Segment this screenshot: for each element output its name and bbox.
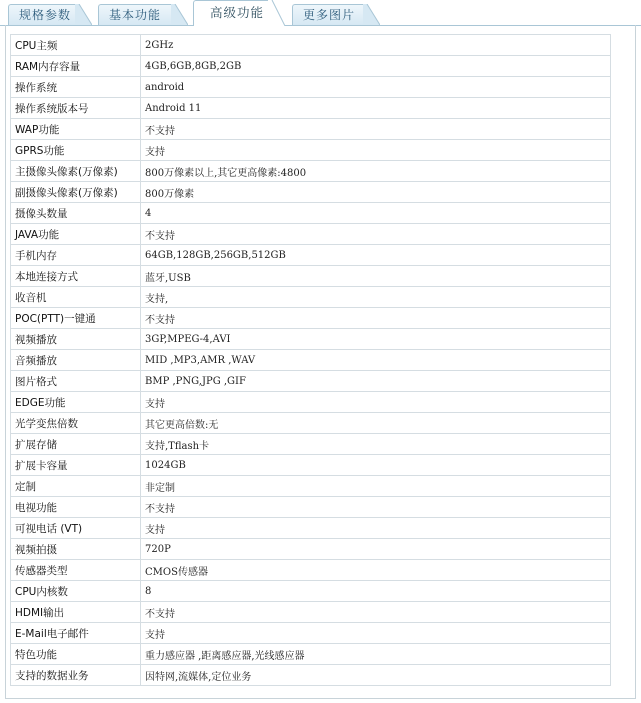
- spec-key: CPU内核数: [11, 581, 141, 602]
- spec-key: 光学变焦倍数: [11, 413, 141, 434]
- table-row: [11, 581, 611, 602]
- spec-value: BMP ,PNG,JPG ,GIF: [141, 371, 611, 392]
- tab-more-images[interactable]: [292, 4, 380, 25]
- table-row: [11, 161, 611, 182]
- table-row: [11, 35, 611, 56]
- table-row: [11, 560, 611, 581]
- spec-value: 因特网,流媒体,定位业务: [141, 665, 611, 686]
- tab-slant-icon: [363, 4, 380, 25]
- spec-value: 4GB,6GB,8GB,2GB: [141, 56, 611, 77]
- table-row: [11, 455, 611, 476]
- spec-value: 非定制: [141, 476, 611, 497]
- tab-specs[interactable]: [8, 4, 92, 25]
- spec-key: 电视功能: [11, 497, 141, 518]
- spec-key: 本地连接方式: [11, 266, 141, 287]
- table-row: [11, 539, 611, 560]
- spec-value: 不支持: [141, 497, 611, 518]
- spec-value: android: [141, 77, 611, 98]
- spec-table-body: [11, 35, 611, 686]
- spec-key: EDGE功能: [11, 392, 141, 413]
- table-row: [11, 245, 611, 266]
- tab-label: 规格参数: [19, 8, 72, 22]
- table-row: [11, 287, 611, 308]
- spec-value: 不支持: [141, 308, 611, 329]
- spec-key: RAM内存容量: [11, 56, 141, 77]
- table-row: [11, 329, 611, 350]
- spec-value: 720P: [141, 539, 611, 560]
- spec-value: 800万像素: [141, 182, 611, 203]
- table-row: [11, 119, 611, 140]
- table-row: [11, 224, 611, 245]
- spec-value: 8: [141, 581, 611, 602]
- spec-key: 视频播放: [11, 329, 141, 350]
- tab-bar: [0, 0, 641, 27]
- spec-key: 图片格式: [11, 371, 141, 392]
- spec-value: 支持: [141, 623, 611, 644]
- table-row: [11, 140, 611, 161]
- spec-value: 其它更高倍数:无: [141, 413, 611, 434]
- spec-key: 副摄像头像素(万像素): [11, 182, 141, 203]
- spec-value: CMOS传感器: [141, 560, 611, 581]
- table-row: [11, 434, 611, 455]
- spec-value: 3GP,MPEG-4,AVI: [141, 329, 611, 350]
- spec-value: 重力感应器 ,距离感应器,光线感应器: [141, 644, 611, 665]
- spec-key: 操作系统版本号: [11, 98, 141, 119]
- spec-value: 不支持: [141, 119, 611, 140]
- table-row: [11, 266, 611, 287]
- spec-value: 不支持: [141, 224, 611, 245]
- table-row: [11, 623, 611, 644]
- table-row: [11, 350, 611, 371]
- spec-value: 2GHz: [141, 35, 611, 56]
- table-row: [11, 497, 611, 518]
- spec-key: 收音机: [11, 287, 141, 308]
- spec-key: 视频拍摄: [11, 539, 141, 560]
- spec-value: 4: [141, 203, 611, 224]
- tab-slant-icon: [171, 4, 188, 25]
- table-row: [11, 203, 611, 224]
- spec-key: JAVA功能: [11, 224, 141, 245]
- tab-label: 基本功能: [109, 8, 162, 22]
- table-row: [11, 602, 611, 623]
- spec-value: Android 11: [141, 98, 611, 119]
- spec-value: 支持: [141, 140, 611, 161]
- table-row: [11, 518, 611, 539]
- spec-key: E-Mail电子邮件: [11, 623, 141, 644]
- tab-advanced[interactable]: [193, 0, 285, 26]
- spec-key: 手机内存: [11, 245, 141, 266]
- spec-key: 操作系统: [11, 77, 141, 98]
- spec-value: 支持: [141, 392, 611, 413]
- spec-value: MID ,MP3,AMR ,WAV: [141, 350, 611, 371]
- table-row: [11, 644, 611, 665]
- spec-key: 可视电话 (VT): [11, 518, 141, 539]
- table-row: [11, 308, 611, 329]
- spec-key: 定制: [11, 476, 141, 497]
- tab-label: 更多图片: [303, 8, 356, 22]
- spec-key: POC(PTT)一键通: [11, 308, 141, 329]
- tab-slant-icon: [75, 4, 92, 25]
- spec-key: 特色功能: [11, 644, 141, 665]
- tab-basic[interactable]: [98, 4, 188, 25]
- table-row: [11, 98, 611, 119]
- spec-value: 不支持: [141, 602, 611, 623]
- spec-key: CPU主频: [11, 35, 141, 56]
- table-row: [11, 413, 611, 434]
- table-row: [11, 392, 611, 413]
- tab-label: 高级功能: [210, 5, 265, 20]
- table-row: [11, 476, 611, 497]
- spec-value: 64GB,128GB,256GB,512GB: [141, 245, 611, 266]
- spec-key: GPRS功能: [11, 140, 141, 161]
- table-row: [11, 182, 611, 203]
- spec-key: 传感器类型: [11, 560, 141, 581]
- spec-value: 蓝牙,USB: [141, 266, 611, 287]
- spec-value: 支持: [141, 518, 611, 539]
- table-row: [11, 665, 611, 686]
- spec-key: 音频播放: [11, 350, 141, 371]
- spec-value: 支持,Tflash卡: [141, 434, 611, 455]
- table-row: [11, 77, 611, 98]
- spec-value: 支持,: [141, 287, 611, 308]
- tab-slant-icon: [268, 0, 285, 26]
- table-row: [11, 56, 611, 77]
- spec-key: 扩展存储: [11, 434, 141, 455]
- spec-key: 摄像头数量: [11, 203, 141, 224]
- spec-key: 主摄像头像素(万像素): [11, 161, 141, 182]
- spec-table: [10, 34, 611, 686]
- spec-value: 1024GB: [141, 455, 611, 476]
- spec-value: 800万像素以上,其它更高像素:4800: [141, 161, 611, 182]
- spec-key: 扩展卡容量: [11, 455, 141, 476]
- spec-key: 支持的数据业务: [11, 665, 141, 686]
- spec-key: HDMI输出: [11, 602, 141, 623]
- table-row: [11, 371, 611, 392]
- spec-key: WAP功能: [11, 119, 141, 140]
